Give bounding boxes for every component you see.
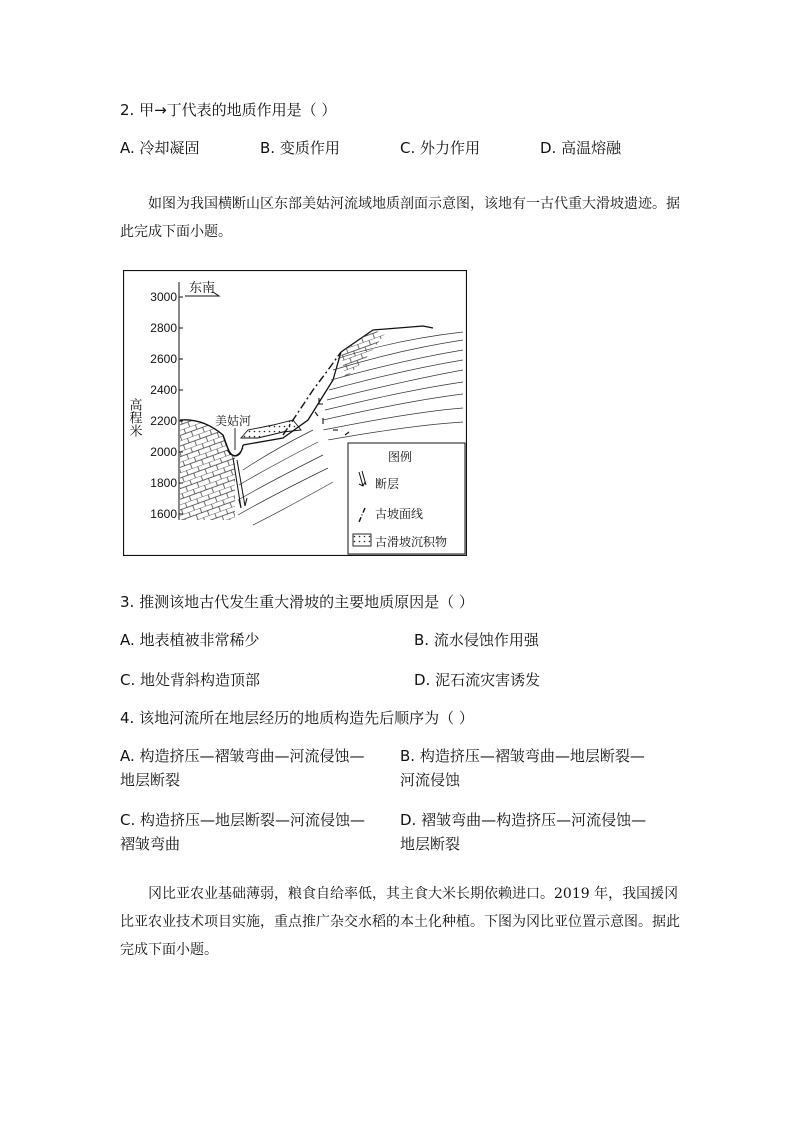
legend-item-slope-line: 古坡面线	[375, 507, 424, 521]
y-tick-label: 2600	[150, 352, 177, 366]
y-tick-label: 2200	[150, 414, 177, 428]
legend-item-deposit: 古滑坡沉积物	[375, 535, 448, 549]
q2-option-d[interactable]: D. 高温熔融	[540, 139, 622, 157]
y-tick-label: 1600	[150, 507, 177, 521]
q2-option-c[interactable]: C. 外力作用	[400, 139, 481, 157]
q3-option-d[interactable]: D. 泥石流灾害诱发	[414, 671, 541, 689]
q3-option-b[interactable]: B. 流水侵蚀作用强	[414, 631, 539, 649]
q3-stem: 3. 推测该地古代发生重大滑坡的主要地质原因是（ ）	[120, 593, 474, 611]
q4-option-d-line1: D. 褶皱弯曲—构造挤压—河流侵蚀—	[400, 811, 647, 829]
y-tick-label: 3000	[150, 290, 177, 304]
q4-option-c-line2: 褶皱弯曲	[120, 835, 181, 853]
q3-option-c[interactable]: C. 地处背斜构造顶部	[120, 671, 261, 689]
q4-option-d-line2: 地层断裂	[400, 835, 461, 853]
q3-option-a[interactable]: A. 地表植被非常稀少	[120, 631, 260, 649]
legend-title: 图例	[388, 450, 413, 464]
q2-option-a[interactable]: A. 冷却凝固	[120, 139, 200, 157]
legend	[348, 443, 465, 554]
legend-item-fault: 断层	[375, 477, 400, 491]
q4-option-c-line1: C. 构造挤压—地层断裂—河流侵蚀—	[120, 811, 366, 829]
q4-option-b-line1: B. 构造挤压—褶皱弯曲—地层断裂—	[400, 747, 645, 765]
geology-cross-section-figure	[123, 270, 467, 556]
q4-option-b-line2: 河流侵蚀	[400, 771, 461, 789]
q4-option-a-line1: A. 构造挤压—褶皱弯曲—河流侵蚀—	[120, 747, 365, 765]
y-axis-label: 高程米	[127, 398, 143, 437]
direction-label: 东南	[189, 280, 216, 295]
y-tick-label: 2800	[150, 321, 177, 335]
river-label: 美姑河	[215, 414, 252, 428]
y-tick-label: 2400	[150, 383, 177, 397]
q4-option-a-line2: 地层断裂	[120, 771, 181, 789]
passage-2: 冈比亚农业基础薄弱，粮食自给率低，其主食大米长期依赖进口。2019 年，我国援冈比亚农业技术项目实施，重点推广杂交水稻的本土化种植。下图为冈比亚位置示意图。据此完成下面小题。	[120, 886, 680, 958]
q4-stem: 4. 该地河流所在地层经历的地质构造先后顺序为（ ）	[120, 709, 474, 727]
y-tick-label: 2000	[150, 445, 177, 459]
passage-1: 如图为我国横断山区东部美姑河流域地质剖面示意图，该地有一古代重大滑坡遗迹。据此完成下面小题。	[120, 196, 680, 240]
deposit-legend-icon	[353, 534, 371, 546]
q2-option-b[interactable]: B. 变质作用	[260, 139, 340, 157]
q2-stem: 2. 甲→丁代表的地质作用是（ ）	[120, 101, 337, 119]
y-tick-label: 1800	[150, 476, 177, 490]
